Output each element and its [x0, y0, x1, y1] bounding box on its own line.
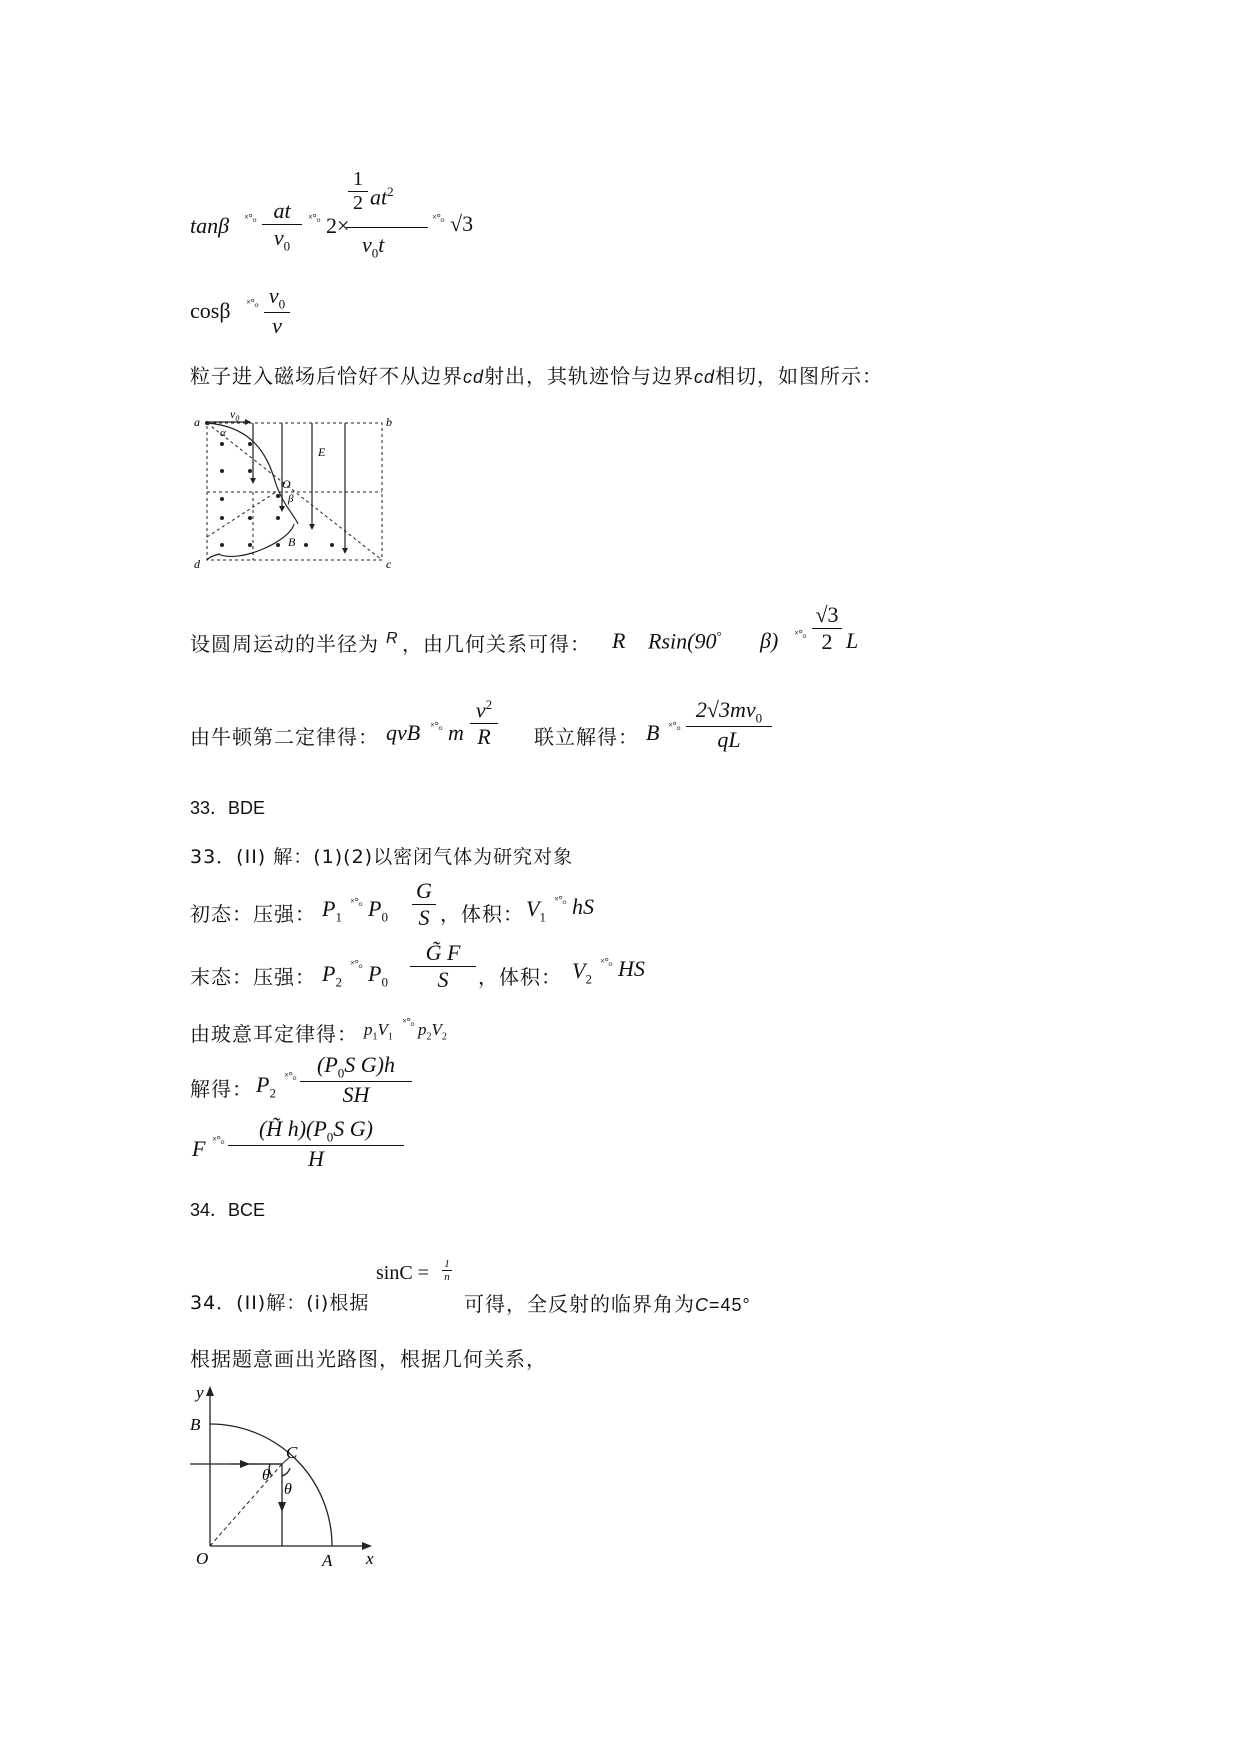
garbled-equals: ˣ°ₒ — [350, 958, 362, 971]
label-B: B — [190, 1415, 201, 1434]
fraction-B-result: $2√3mv_0$ qL — [686, 697, 772, 753]
garbled-equals: ˣ°ₒ — [246, 297, 258, 310]
label-v0: $v_0$ — [230, 407, 240, 423]
figure-field-diagram — [190, 406, 400, 571]
label-O: O — [282, 477, 291, 491]
garbled-equals: ˣ°ₒ — [668, 720, 680, 733]
solution-33-heading: 33．(II) 解：(1)(2)以密闭气体为研究对象 — [190, 846, 574, 868]
garbled-equals: ˣ°ₒ — [244, 212, 256, 225]
at-squared: $at^2$ — [370, 184, 394, 210]
radius-eq-lhs: R — [612, 628, 626, 653]
label-c: c — [386, 557, 392, 571]
garbled-equals: ˣ°ₒ — [430, 720, 442, 733]
cos-beta-lhs: cosβ — [190, 298, 231, 323]
fraction-v0-over-v: $v_0$ v — [264, 283, 290, 339]
label-alpha: α — [220, 427, 226, 439]
label-O: O — [196, 1549, 209, 1568]
fraction-at-over-v0: at $v_0$ — [262, 198, 302, 254]
text-draw-light-path: 根据题意画出光路图，根据几何关系， — [190, 1347, 547, 1371]
label-beta: β — [288, 493, 294, 505]
tan-beta-lhs: tanβ — [190, 213, 230, 238]
garbled-equals: ˣ°ₒ — [284, 1070, 296, 1083]
sqrt-three: √3 — [450, 211, 474, 236]
fraction-F-result: (H̃ $h)(P_0S$ G) H — [228, 1116, 404, 1172]
label-x: x — [366, 1549, 374, 1568]
label-y: y — [196, 1384, 204, 1402]
answer-34: 34．BCE — [190, 1200, 266, 1220]
garbled-equals: ˣ°ₒ — [794, 628, 806, 641]
fraction-bar-main — [346, 227, 428, 228]
fraction-v2-over-R: $v^2$ R — [470, 697, 498, 750]
label-A: A — [322, 1551, 333, 1570]
garbled-equals: ˣ°ₒ — [600, 956, 612, 969]
label-theta-1: θ — [262, 1467, 270, 1484]
label-d: d — [194, 557, 200, 571]
fraction-sqrt3-over-2: √3 2 — [812, 602, 842, 655]
garbled-equals: ˣ°ₒ — [402, 1016, 414, 1029]
garbled-equals: ˣ°ₒ — [308, 212, 320, 225]
v0t-denominator: $v_0t$ — [362, 232, 385, 261]
fraction-G-over-S: G S — [412, 878, 436, 931]
figure-light-path — [190, 1384, 380, 1570]
fraction-half: 1 2 — [348, 168, 368, 215]
fraction-1-over-n: 1 n — [442, 1258, 452, 1283]
fraction-G-minus-F-over-S: G̃ F S — [410, 940, 476, 993]
sinC-formula: sinC = — [376, 1262, 429, 1284]
garbled-equals: ˣ°ₒ — [212, 1134, 224, 1147]
label-C: C — [286, 1443, 298, 1462]
answer-33: 33．BDE — [190, 798, 266, 818]
garbled-equals: ˣ°ₒ — [350, 896, 362, 909]
two-times: 2× — [326, 213, 350, 238]
radius-eq-sin: Rsin(90° — [648, 628, 722, 654]
fraction-p2-result: ($P_0S$ G)h SH — [300, 1052, 412, 1108]
label-b: b — [386, 415, 392, 429]
label-B-field: B — [288, 535, 296, 549]
garbled-equals: ˣ°ₒ — [554, 894, 566, 907]
label-a: a — [194, 415, 200, 429]
label-theta-2: θ — [284, 1481, 292, 1498]
text-tangent: 粒子进入磁场后恰好不从边界cd射出，其轨迹恰与边界cd相切，如图所示： — [190, 364, 884, 388]
label-E: E — [318, 445, 326, 459]
garbled-equals: ˣ°ₒ — [432, 212, 444, 225]
